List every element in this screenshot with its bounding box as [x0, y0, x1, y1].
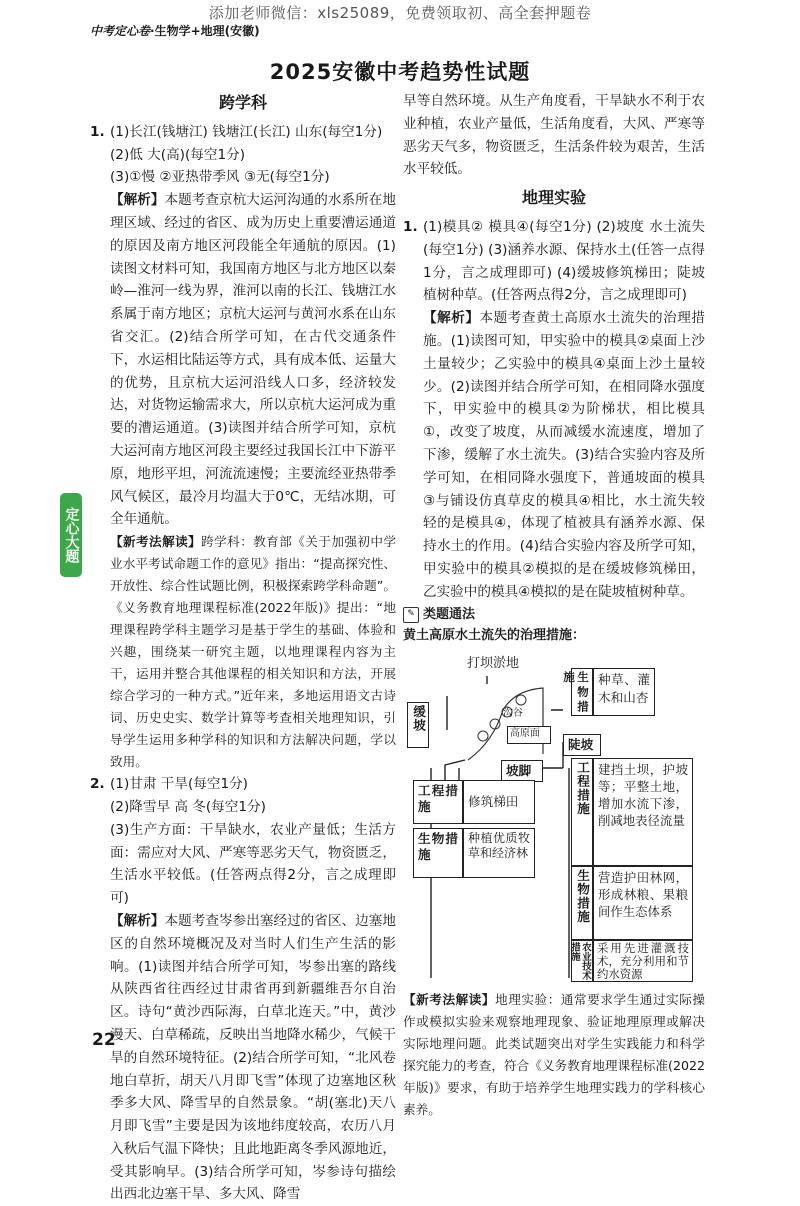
- analysis-text: 本题考查黄土高原水土流失的治理措施。(1)读图可知，甲实验中的模具②桌面上沙土量较少；乙实验中的模具④桌面上沙土量较少。(2)读图并结合所学可知，在相同降水强度下，甲实验中的模具②为阶梯状，相比模具①，改变了坡度，从而减缓水流速度，增加了下渗，缓解了水土流失。(3)结合实验内容及所学可知，在相同降水强度下，普通坡面的模具③与铺设仿真草皮的模具④相比，水土流失较轻的是模具④，体现了植被具有涵养水源、保持水土的作用。(4)结合实验内容及所学可知，甲实验中的模具②模拟的是在缓坡修筑梯田，乙实验中的模具④模拟的是在陡坡植树种草。: [423, 310, 706, 600]
- new-method-text: 地理实验：通常要求学生通过实际操作或模拟实验来观察地理现象、验证地理原理或解决实际地理问题。此类试题突出对学生实践能力和科学探究能力的考查，符合《义务教育地理课程标准(2022年版)》要求，有助于培养学生地理实践力的学科核心素养。: [403, 992, 706, 1118]
- question-2: [90, 773, 396, 1206]
- bio-box: 种植优质牧草和经济林: [463, 828, 535, 878]
- watermark: 添加老师微信：xls25089，免费领取初、高全套押题卷: [208, 4, 592, 22]
- new-method-tag: 【新考法解读】: [110, 534, 202, 550]
- tips-label: 类题通法: [423, 606, 476, 622]
- new-method-tag: 【新考法解读】: [403, 992, 496, 1008]
- answer-line: (1)甘肃 干旱(每空1分): [110, 776, 248, 793]
- new-method-paragraph: [110, 531, 396, 773]
- page-title: 2025安徽中考趋势性试题: [269, 60, 531, 84]
- analysis-paragraph: [423, 307, 705, 603]
- continued-text: 早等自然环境。从生产角度看，干旱缺水不利于农业种植，农业产量低，生活角度看，大风、严寒等恶劣天气多，物资匮乏，生活条件较为艰苦，生活水平较低。: [403, 93, 705, 178]
- page-number: 22: [92, 1030, 116, 1050]
- bio-top-box: 种草、灌木和山杏: [593, 668, 655, 716]
- gentle-slope-box: 缓坡: [407, 702, 429, 748]
- answer-line: (1)长江(钱塘江) 钱塘江(长江) 山东(每空1分): [110, 123, 383, 140]
- question-number: 2.: [90, 776, 105, 793]
- side-tab: 定心大题: [60, 493, 82, 577]
- soil-erosion-diagram: [403, 650, 703, 985]
- plateau-box: 高原面: [507, 726, 551, 744]
- r-agri-box: 采用先进灌溉技术，充分利用和节约水资源: [593, 940, 693, 982]
- diagram-heading: 黄土高原水土流失的治理措施：: [403, 628, 586, 644]
- gully-label: 沟谷: [503, 708, 523, 720]
- bio-label: 生物措施: [413, 828, 463, 878]
- analysis-tag: 【解析】: [110, 192, 165, 209]
- analysis-paragraph: [110, 189, 396, 531]
- running-head: [90, 22, 260, 39]
- r-bio-label: 生物措施: [571, 866, 593, 940]
- question-1-experiment: [403, 216, 705, 604]
- question-1: [90, 121, 396, 773]
- steep-slope-box: 陡坡: [563, 734, 601, 756]
- new-method-text: 跨学科：教育部《关于加强初中学业水平考试命题工作的意见》指出：“提高探究性、开放性、综合性试题比例，积极探索跨学科命题”。《义务教育地理课程标准(2022年版)》提出：“地理课程跨学科主题学习是基于学生的基础、体验和兴趣，围绕某一研究主题，以地理课程内容为主干，运用并整合其他课程的相关知识和方法，开展综合学习的一种方式。”近年来，多地运用语文古诗词、历史史实、数学计算等考查相关地理知识，引导学生运用多种学科的知识和方法解决问题，学以致用。: [110, 534, 397, 770]
- analysis-paragraph: [110, 910, 396, 1206]
- tips-header: [403, 604, 705, 627]
- analysis-text: 本题考查岑参出塞经过的省区、边塞地区的自然环境概况及对当时人们生产生活的影响。(1)读图并结合所学可知，岑参出塞的路线从陕西省往西经过甘肃省再到新疆维吾尔自治区。诗句“黄沙西际海，白草北连天。”中，黄沙漫天、白草稀疏，反映出当地降水稀少，气候干旱的自然环境特征。(2)结合所学可知，“北风卷地白草折，胡天八月即飞雪”体现了边塞地区秋季多大风、降雪早的自然景象。“胡(塞北)天八月即飞雪”主要是因为该地纬度较高，农历八月入秋后气温下降快；且此地距离冬季风源地近，受其影响早。(3)结合所学可知，岑参诗句描绘出西北边塞干旱、多大风、降雪: [110, 912, 397, 1203]
- r-eng-box: 建挡土坝，护坡等；平整土地，增加水流下渗，削减地表径流量: [593, 758, 693, 866]
- answer-line: (2)降雪早 高 冬(每空1分): [110, 798, 266, 815]
- right-column: [403, 90, 705, 1121]
- answer-line: (3)①慢 ②亚热带季风 ③无(每空1分): [110, 169, 330, 186]
- label-top: 打坝淤地: [467, 656, 520, 672]
- eng-label: 工程措施: [413, 780, 463, 824]
- r-bio-box: 营造护田林网，形成林粮、果粮间作生态体系: [593, 866, 693, 940]
- subject-name: ·生物学+地理(安徽): [150, 24, 260, 38]
- slope-foot-box: 坡脚: [501, 760, 543, 782]
- analysis-tag: 【解析】: [423, 310, 480, 327]
- answer-line: (2)低 大(高)(每空1分): [110, 146, 246, 163]
- section-heading-interdisciplinary: 跨学科: [218, 93, 267, 112]
- left-column: [90, 90, 396, 1206]
- pencil-note-icon: ✎: [403, 607, 419, 623]
- analysis-tag: 【解析】: [110, 912, 165, 929]
- series-name: 中考定心卷: [90, 24, 151, 38]
- answer-paragraph: (1)模具② 模具④(每空1分) (2)坡度 水土流失(每空1分) (3)涵养水源、保持水土(任答一点得1分，言之成理即可) (4)缓坡修筑梯田；陡坡植树种草。(任答两点得2分，言之成理即可): [423, 218, 705, 304]
- analysis-text: 本题考查京杭大运河沟通的水系所在地理区域、经过的省区、成为历史上重要漕运通道的原因及南方地区河段能全年通航的原因。(1)读图文材料可知，我国南方地区与北方地区以秦岭—淮河一线为界，淮河以南的长江、钱塘江水系属于南方地区；京杭大运河与黄河水系在山东省交汇。(2)结合所学可知，在古代交通条件下，水运相比陆运等方式，具有成本低、运量大的优势，且京杭大运河沿线人口多，经济较发达，对货物运输需求大，所以京杭大运河成为重要的漕运通道。(3)读图并结合所学可知，京杭大运河南方地区河段主要经过我国长江中下游平原，地形平坦，河流流速慢；主要流经亚热带季风气候区，最冷月均温大于0℃，无结冰期，可全年通航。: [110, 192, 397, 528]
- question-number: 1.: [90, 123, 105, 140]
- bio-top-label: 生物措施: [571, 668, 593, 716]
- answer-line: (3)生产方面：干旱缺水，农业产量低；生活方面：需应对大风、严寒等恶劣天气，物资匮乏，生活水平较低。(任答两点得2分，言之成理即可): [110, 821, 396, 907]
- section-heading-experiment: 地理实验: [521, 188, 586, 208]
- eng-box: 修筑梯田: [463, 780, 535, 824]
- r-eng-label: 工程措施: [571, 758, 593, 866]
- r-agri-label: 农业技术措施: [569, 942, 591, 981]
- question-number: 1.: [403, 218, 418, 235]
- new-method-paragraph: [403, 989, 705, 1121]
